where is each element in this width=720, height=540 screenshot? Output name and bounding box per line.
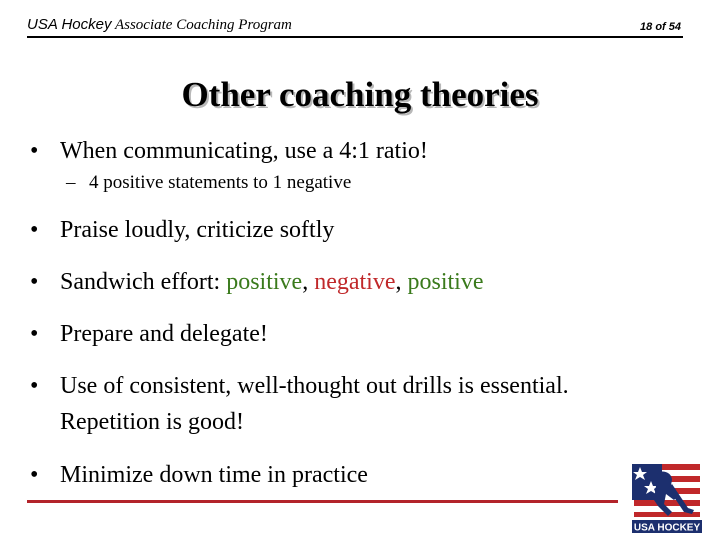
bullet-marker: • [30, 373, 39, 399]
bullet-marker: • [30, 321, 39, 347]
program-name: Associate Coaching Program [111, 17, 292, 33]
bullet-text: Praise loudly, criticize softly [60, 217, 335, 243]
bullet-marker: • [30, 217, 39, 243]
separator: , [302, 269, 315, 295]
header-divider [27, 36, 683, 38]
sub-bullet-marker: – [66, 172, 76, 193]
slide-header [27, 14, 681, 36]
usa-hockey-logo-icon [628, 460, 704, 534]
logo-text: USA HOCKEY [633, 522, 701, 534]
sub-bullet-text: 4 positive statements to 1 negative [89, 172, 352, 193]
positive-word: positive [407, 269, 484, 295]
bullet-text: Prepare and delegate! [60, 321, 268, 347]
bullet-marker: • [30, 269, 39, 295]
bullet-text [60, 269, 483, 296]
program-title [27, 16, 292, 34]
bullet-marker: • [30, 462, 39, 488]
footer-divider [27, 500, 618, 503]
brand-name: USA Hockey [27, 16, 112, 33]
slide-title: Other coaching theories [181, 75, 539, 114]
bullet-text: Minimize down time in practice [60, 462, 368, 488]
bullet-text: Use of consistent, well-thought out drills is essential. [60, 373, 569, 399]
negative-word: negative [314, 269, 396, 295]
bullet-text: Repetition is good! [60, 409, 244, 435]
bullet-text: When communicating, use a 4:1 ratio! [60, 138, 428, 164]
positive-word: positive [226, 269, 303, 295]
bullet-marker: • [30, 138, 39, 164]
separator: , [395, 269, 408, 295]
usa-hockey-logo [628, 460, 704, 534]
sandwich-prefix: Sandwich effort: [60, 269, 227, 295]
page-indicator: 18 of 54 [640, 21, 681, 33]
